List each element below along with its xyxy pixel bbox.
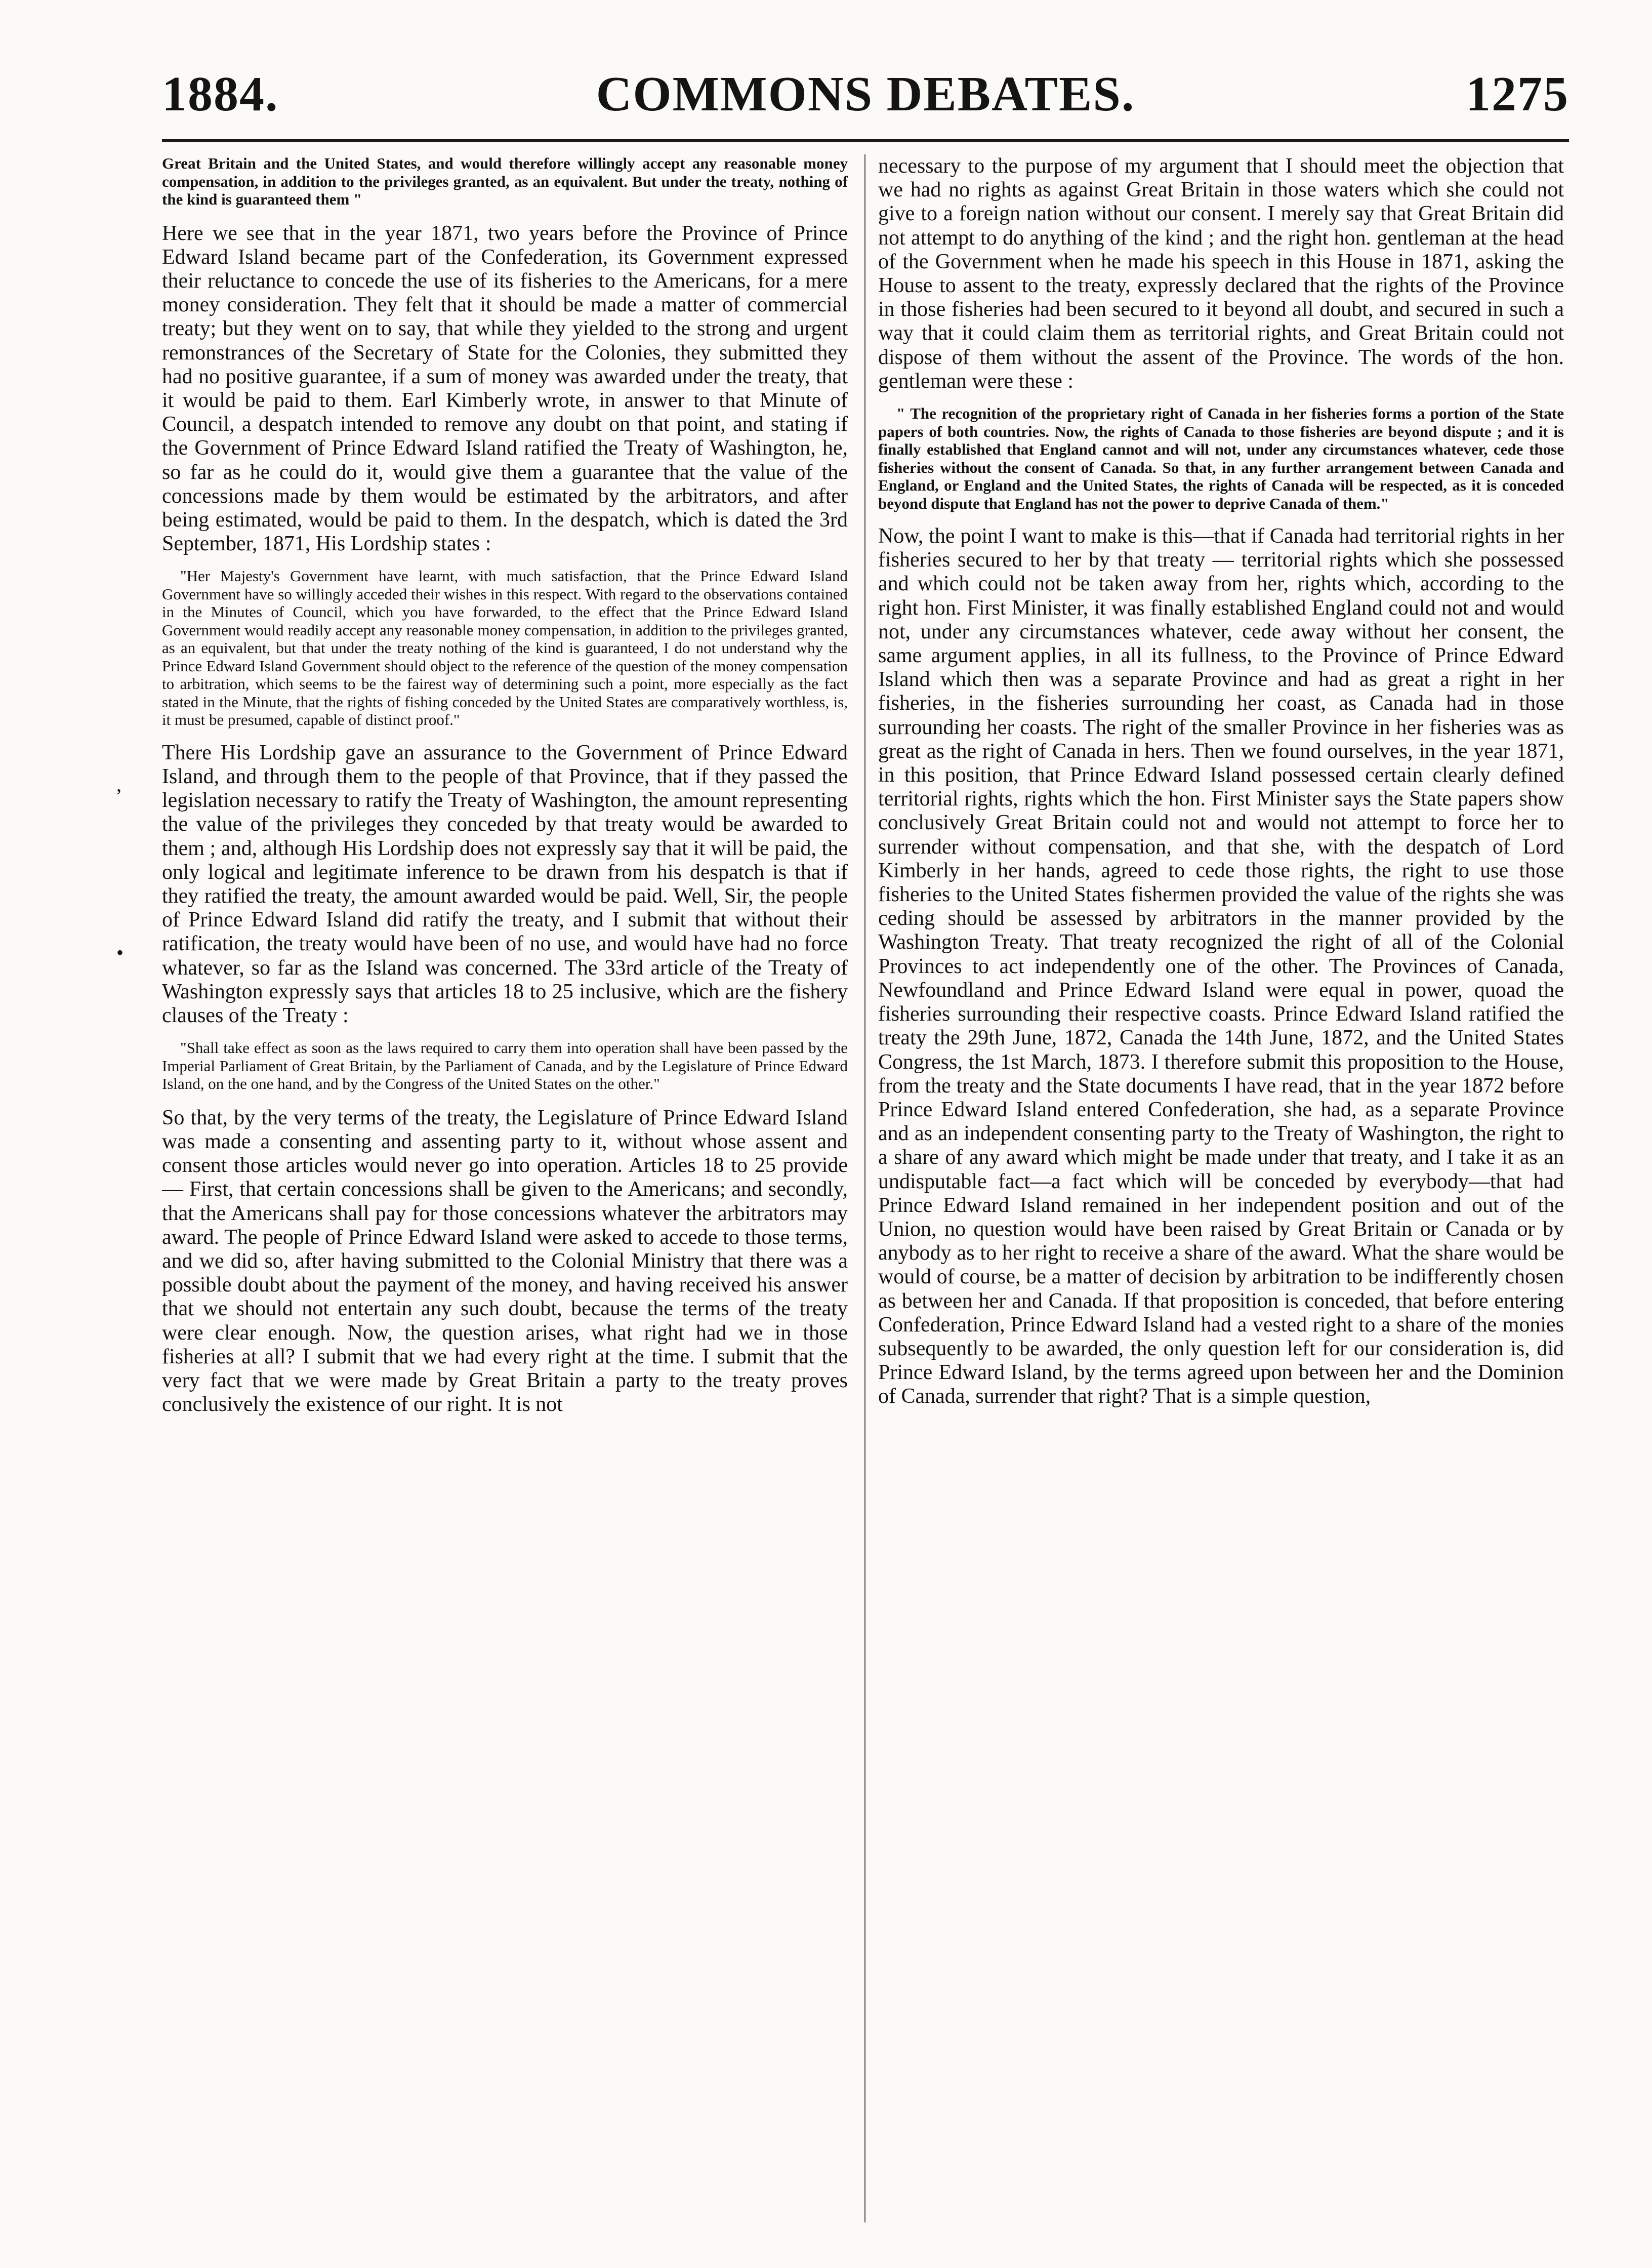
block-quote: "Shall take effect as soon as the laws required to carry them into operation shall have been passed by the Imperial Parliament of Great Britain, by the Parliament of Canada, and by the Legislature of Prince Edward Island, on the one hand, and by the Congress of the United States on the other." — [162, 1039, 848, 1093]
block-quote: " The recognition of the proprietary right of Canada in her fisheries forms a portion of the State papers of both countries. Now, the rights of Canada to those fisheries are beyond dispute ; and it is finally established that England cannot and will not, under any circumstances whatever, cede those fisheries without the consent of Canada. So that, in any further arrangement between Canada and England, or England and the United States, the rights of Canada will be respected, as it is conceded beyond dispute that England has not the power to deprive Canada of them." — [878, 404, 1564, 512]
paragraph: necessary to the purpose of my argument that I should meet the objection that we had no rights as against Great Britain in those waters which she could not give to a foreign nation without our consent. I merely say that Great Britain did not attempt to do anything of the kind ; and the right hon. gentleman at the head of the Government when he made his speech in this House in 1871, asking the House to assent to the treaty, expressly declared that the rights of the Province in those fisheries had been secured to it beyond all doubt, and secured in such a way that it could claim them as territorial rights, and Great Britain could not dispose of them without the assent of the Province. The words of the hon. gentleman were these : — [878, 154, 1564, 393]
left-column — [162, 154, 848, 2225]
page-header — [162, 66, 1569, 132]
header-page-number: 1275 — [1466, 67, 1569, 122]
header-title: COMMONS DEBATES. — [596, 67, 1135, 122]
margin-mark: • — [116, 941, 124, 964]
header-year: 1884. — [162, 67, 279, 122]
column-divider — [864, 154, 865, 2222]
quote-continued: Great Britain and the United States, and would therefore willingly accept any reasonable money compensation, in addition to the privileges granted, as an equivalent. But under the treaty, nothing of the kind is guaranteed them " — [162, 154, 848, 208]
header-rule — [162, 139, 1569, 142]
margin-mark: , — [116, 773, 121, 796]
paragraph: So that, by the very terms of the treaty, the Legislature of Prince Edward Island was made a consenting and assenting party to it, without whose assent and consent those articles would never go into operation. Articles 18 to 25 provide— First, that certain concessions shall be given to the Americans; and secondly, that the Americans shall pay for those concessions whatever the arbitrators may award. The people of Prince Edward Island were asked to accede to those terms, and we did so, after having submitted to the Colonial Ministry that there was a possible doubt about the payment of the money, and having received his answer that we should not entertain any such doubt, because the terms of the treaty were clear enough. Now, the question arises, what right had we in those fisheries at all? I submit that we had every right at the time. I submit that the very fact that we were made by Great Britain a party to the treaty proves conclusively the existence of our right. It is not — [162, 1106, 848, 1416]
paragraph: Here we see that in the year 1871, two years before the Province of Prince Edward Island became part of the Confederation, its Government expressed their reluctance to concede the use of its fisheries to the Americans, for a mere money consideration. They felt that it should be made a matter of commercial treaty; but they went on to say, that while they yielded to the strong and urgent remonstrances of the Secretary of State for the Colonies, they submitted they had no positive guarantee, if a sum of money was awarded under the treaty, that it would be paid to them. Earl Kimberly wrote, in answer to that Minute of Council, a despatch intended to remove any doubt on that point, and stating if the Government of Prince Edward Island ratified the Treaty of Washington, he, so far as he could do it, would give them a guarantee that the value of the concessions made by them would be estimated by the arbitrators, and after being estimated, would be paid to them. In the despatch, which is dated the 3rd September, 1871, His Lordship states : — [162, 221, 848, 556]
paragraph: Now, the point I want to make is this—that if Canada had territorial rights in her fisheries secured to her by that treaty — territorial rights which she possessed and which could not be taken away from her, rights which, according to the right hon. First Minister, it was finally established England could not and would not, under any circumstances whatever, cede away without her consent, the same argument applies, in all its fullness, to the Province of Prince Edward Island which then was a separate Province and had as great a right in her fisheries, in the fisheries surrounding her coast, as Canada had in those surrounding her coasts. The right of the smaller Province in her fisheries was as great as the right of Canada in hers. Then we found ourselves, in the year 1871, in this position, that Prince Edward Island possessed certain clearly defined territorial rights, rights which the hon. First Minister says the State papers show conclusively Great Britain could not and would not attempt to force her to surrender without compensation, and that she, with the despatch of Lord Kimberly in her hands, agreed to cede those rights, the right to use those fisheries to the United States fishermen provided the value of the rights she was ceding should be assessed by arbitrators in the manner provided by the Washington Treaty. That treaty recognized the right of all of the Colonial Provinces to act independently one of the other. The Provinces of Canada, Newfoundland and Prince Edward Island were equal in power, quoad the fisheries surrounding their respective coasts. Prince Edward Island ratified the treaty the 29th June, 1872, Canada the 14th June, 1872, and the United States Congress, the 1st March, 1873. I therefore submit this proposition to the House, from the treaty and the State documents I have read, that in the year 1872 before Prince Edward Island entered Confederation, she had, as a separate Province and as an independent consenting party to the Treaty of Washington, the right to a share of any award which might be made under that treaty, and I take it as an undisputable fact—a fact which will be conceded by everybody—that had Prince Edward Island remained in her independent position and out of the Union, no question would have been raised by Great Britain or Canada or by anybody as to her right to receive a share of the award. What the share would be would of course, be a matter of decision by arbitration to be indifferently chosen as between her and Canada. If that proposition is conceded, that before entering Confederation, Prince Edward Island had a vested right to a share of the monies subsequently to be awarded, the only question left for our consideration is, did Prince Edward Island, by the terms agreed upon between her and the Dominion of Canada, surrender that right? That is a simple question, — [878, 524, 1564, 1408]
paragraph: There His Lordship gave an assurance to the Government of Prince Edward Island, and through them to the people of that Province, that if they passed the legislation necessary to ratify the Treaty of Washington, the amount representing the value of the privileges they conceded by that treaty would be awarded to them ; and, although His Lordship does not expressly say that it will be paid, the only logical and legitimate inference to be drawn from his despatch is that if they ratified the treaty, the amount awarded would be paid. Well, Sir, the people of Prince Edward Island did ratify the treaty, and I submit that without their ratification, the treaty would have been of no use, and would have had no force whatever, so far as the Island was concerned. The 33rd article of the Treaty of Washington expressly says that articles 18 to 25 inclusive, which are the fishery clauses of the Treaty : — [162, 741, 848, 1028]
right-column — [878, 154, 1564, 2225]
block-quote: "Her Majesty's Government have learnt, with much satisfaction, that the Prince Edward Island Government have so willingly acceded their wishes in this respect. With regard to the observations contained in the Minutes of Council, which you have forwarded, to the effect that the Prince Edward Island Government would readily accept any reasonable money compensation, in addition to the privileges granted, as an equivalent, but that under the treaty nothing of the kind is guaranteed, I do not understand why the Prince Edward Island Government should object to the reference of the question of the money compensation to arbitration, which seems to be the fairest way of determining such a point, more especially as the fact stated in the Minute, that the rights of fishing conceded by the United States are comparatively worthless, is, it must be presumed, capable of distinct proof." — [162, 567, 848, 729]
